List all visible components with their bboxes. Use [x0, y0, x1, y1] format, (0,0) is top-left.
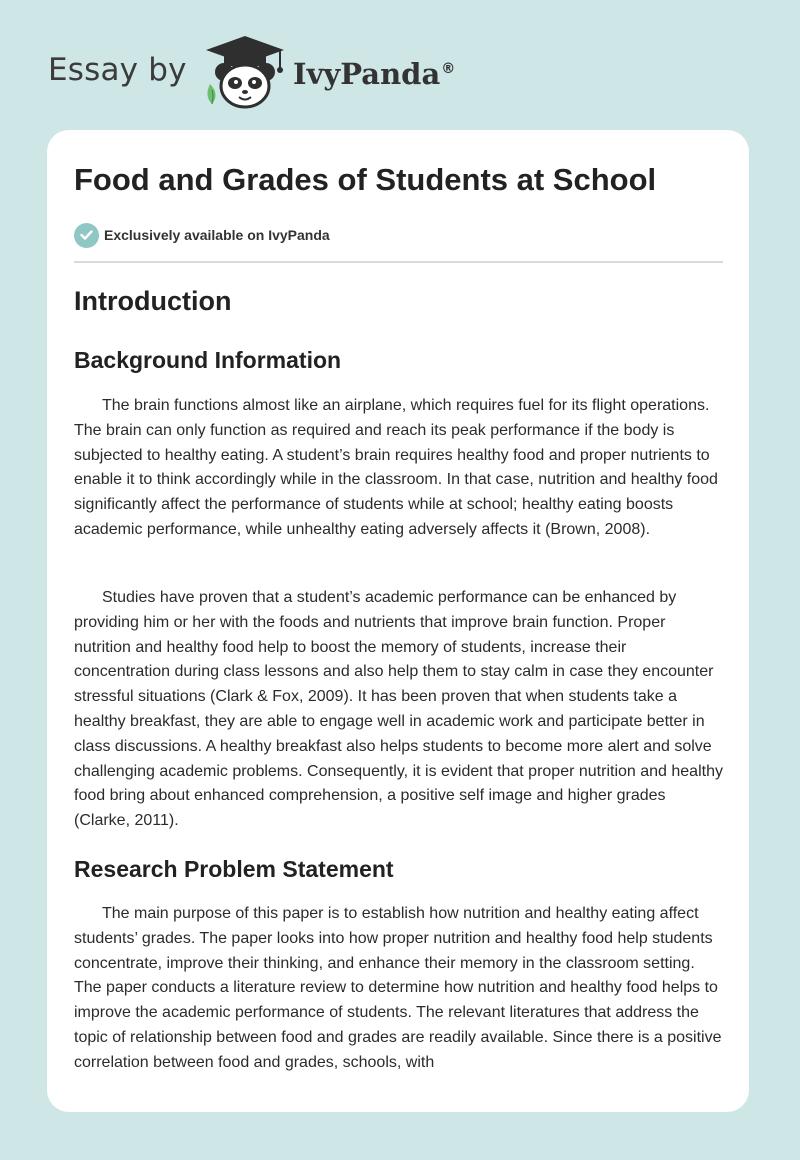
heading-research-problem-statement: Research Problem Statement [74, 856, 394, 882]
exclusive-badge [74, 222, 330, 248]
panda-graduate-icon [202, 34, 288, 110]
check-icon [74, 223, 99, 248]
registered-mark: ® [441, 61, 456, 78]
paragraph: The brain functions almost like an airplane, which requires fuel for its flight operations. The brain can only function as required and reach its peak performance if the body is subjected to healthy eating. A student’s brain requires healthy food and proper nutrients to enable it to think accordingly while in the classroom. In that case, nutrition and healthy food significantly affect the performance of students while at school; healthy eating boosts academic performance, while unhealthy eating adversely affects it (Brown, 2008). [74, 397, 718, 538]
page-title: Food and Grades of Students at School [74, 162, 657, 197]
badge-label: Exclusively available on IvyPanda [104, 227, 330, 243]
heading-background-information: Background Information [74, 347, 342, 373]
article-card [47, 130, 749, 1112]
brand-name[interactable]: IvyPanda® [293, 57, 456, 91]
heading-introduction: Introduction [74, 286, 232, 316]
essay-by-label: Essay by [48, 52, 187, 88]
paragraph: Studies have proven that a student’s academic performance can be enhanced by providing him or her with the foods and nutrients that improve brain function. Proper nutrition and healthy food help to boost the memory of students, increase their concentration during class lessons and also help them to stay calm in case they encounter stressful situations (Clark & Fox, 2009). It has been proven that when students take a healthy breakfast, they are able to engage well in academic work and participate better in class discussions. A healthy breakfast also helps students to become more alert and solve challenging academic problems. Consequently, it is evident that proper nutrition and healthy food bring about enhanced comprehension, a positive self image and higher grades (Clarke, 2011). [74, 589, 723, 830]
title-divider [74, 261, 723, 263]
paragraph: The main purpose of this paper is to establish how nutrition and healthy eating affect students’ grades. The paper looks into how proper nutrition and healthy food help students concentrate, improve their thinking, and enhance their memory in the classroom setting. The paper conducts a literature review to determine how nutrition and healthy food helps to improve the academic performance of students. The relevant literatures that address the topic of relationship between food and grades are readily available. Since there is a positive correlation between food and grades, schools, with [74, 905, 722, 1071]
site-header [48, 30, 548, 110]
